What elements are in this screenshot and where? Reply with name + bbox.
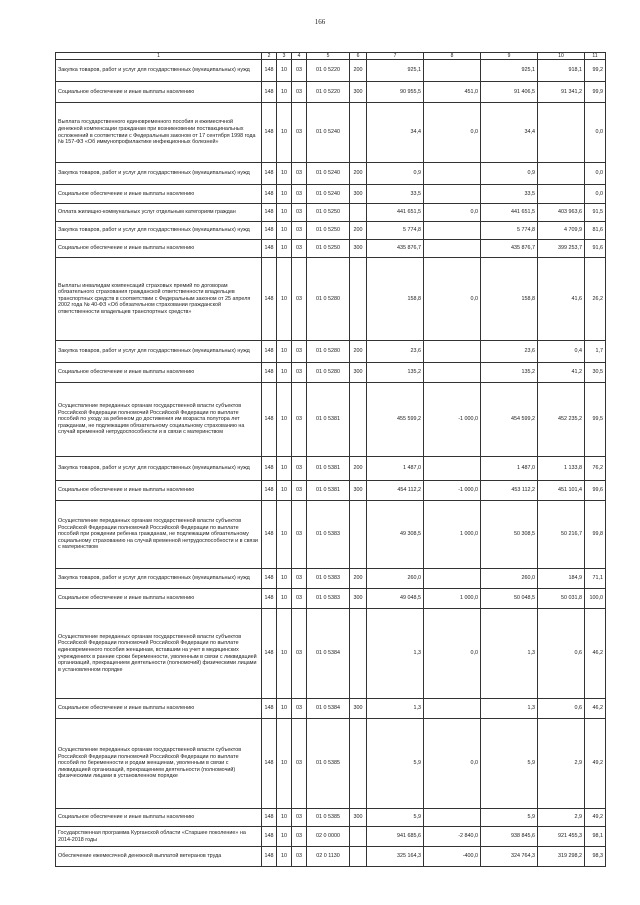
col-section: 10 [277, 719, 292, 809]
table-row [56, 341, 606, 363]
col-approved: 23,6 [367, 341, 424, 363]
col-refined: 23,6 [481, 341, 538, 363]
col-target-article: 01 0 5381 [307, 481, 350, 501]
col-executed: 918,1 [538, 60, 585, 82]
col-refined: 925,1 [481, 60, 538, 82]
col-expense-type: 300 [350, 809, 367, 827]
col-chapter: 148 [262, 185, 277, 204]
column-header-7: 7 [367, 53, 424, 60]
col-subsection: 03 [292, 609, 307, 699]
col-chapter: 148 [262, 719, 277, 809]
col-target-article: 01 0 5240 [307, 103, 350, 163]
col-refined: 5 774,8 [481, 222, 538, 240]
column-header-2: 2 [262, 53, 277, 60]
col-expense-type: 200 [350, 341, 367, 363]
col-subsection: 03 [292, 589, 307, 609]
col-executed: 399 253,7 [538, 240, 585, 258]
col-executed: 1 133,8 [538, 457, 585, 481]
col-approved: 1,3 [367, 699, 424, 719]
row-name: Закупка товаров, работ и услуг для государственных (муниципальных) нужд [56, 222, 262, 240]
col-change [424, 809, 481, 827]
col-change: 1 000,0 [424, 589, 481, 609]
row-name: Социальное обеспечение и иные выплаты населению [56, 481, 262, 501]
table-row [56, 589, 606, 609]
col-chapter: 148 [262, 222, 277, 240]
col-chapter: 148 [262, 501, 277, 569]
table-row [56, 719, 606, 809]
col-expense-type: 200 [350, 60, 367, 82]
col-expense-type: 300 [350, 185, 367, 204]
col-refined: 1 487,0 [481, 457, 538, 481]
row-name: Социальное обеспечение и иные выплаты населению [56, 809, 262, 827]
table-body [56, 60, 606, 867]
col-target-article: 01 0 5385 [307, 719, 350, 809]
col-percent: 0,0 [585, 103, 606, 163]
col-change: -400,0 [424, 847, 481, 867]
col-refined: 435 876,7 [481, 240, 538, 258]
col-change [424, 457, 481, 481]
col-chapter: 148 [262, 363, 277, 383]
col-target-article: 01 0 5240 [307, 185, 350, 204]
table-row [56, 163, 606, 185]
col-expense-type [350, 719, 367, 809]
table-row [56, 383, 606, 457]
table-row [56, 609, 606, 699]
col-percent: 100,0 [585, 589, 606, 609]
col-subsection: 03 [292, 457, 307, 481]
col-subsection: 03 [292, 809, 307, 827]
col-target-article: 01 0 5385 [307, 809, 350, 827]
col-subsection: 03 [292, 222, 307, 240]
col-refined: 50 308,5 [481, 501, 538, 569]
col-target-article: 02 0 1130 [307, 847, 350, 867]
table-row [56, 501, 606, 569]
col-change: -2 840,0 [424, 827, 481, 847]
col-section: 10 [277, 589, 292, 609]
table-row [56, 240, 606, 258]
col-change: -1 000,0 [424, 481, 481, 501]
col-percent: 99,2 [585, 60, 606, 82]
col-change [424, 185, 481, 204]
col-approved: 0,9 [367, 163, 424, 185]
col-subsection: 03 [292, 163, 307, 185]
table-row [56, 103, 606, 163]
row-name: Государственная программа Курганской области «Старшее поколение» на 2014-2018 годы [56, 827, 262, 847]
col-refined: 91 406,5 [481, 82, 538, 103]
col-section: 10 [277, 847, 292, 867]
table-row [56, 847, 606, 867]
table-row [56, 699, 606, 719]
col-subsection: 03 [292, 240, 307, 258]
row-name: Закупка товаров, работ и услуг для государственных (муниципальных) нужд [56, 457, 262, 481]
col-change [424, 240, 481, 258]
column-header-6: 6 [350, 53, 367, 60]
column-header-5: 5 [307, 53, 350, 60]
table-row [56, 363, 606, 383]
col-approved: 90 955,5 [367, 82, 424, 103]
col-chapter: 148 [262, 82, 277, 103]
column-header-4: 4 [292, 53, 307, 60]
col-expense-type [350, 204, 367, 222]
col-percent: 71,1 [585, 569, 606, 589]
col-target-article: 01 0 5280 [307, 258, 350, 341]
col-executed: 921 455,3 [538, 827, 585, 847]
row-name: Закупка товаров, работ и услуг для государственных (муниципальных) нужд [56, 163, 262, 185]
col-section: 10 [277, 383, 292, 457]
col-expense-type: 300 [350, 363, 367, 383]
col-change [424, 569, 481, 589]
col-refined: 33,5 [481, 185, 538, 204]
row-name: Выплаты инвалидам компенсаций страховых премий по договорам обязательного страхования гражданской ответственности владельцев транспортных средств в соответствии с Федеральным законом от 25 апреля 2002 года № 40-ФЗ «Об обязательном страховании гражданской ответственности владельцев транспортных средств» [56, 258, 262, 341]
col-approved: 49 048,5 [367, 589, 424, 609]
table-row [56, 569, 606, 589]
col-change: 451,0 [424, 82, 481, 103]
col-section: 10 [277, 240, 292, 258]
col-change [424, 699, 481, 719]
col-chapter: 148 [262, 258, 277, 341]
col-change [424, 163, 481, 185]
col-approved: 135,2 [367, 363, 424, 383]
col-refined: 324 764,3 [481, 847, 538, 867]
column-header-11: 11 [585, 53, 606, 60]
row-name: Социальное обеспечение и иные выплаты населению [56, 589, 262, 609]
col-subsection: 03 [292, 827, 307, 847]
col-refined: 50 048,5 [481, 589, 538, 609]
col-executed: 91 341,2 [538, 82, 585, 103]
col-target-article: 01 0 5240 [307, 163, 350, 185]
row-name: Выплата государственного единовременного пособия и ежемесячной денежной компенсации гражданам при возникновении поствакцинальных осложнений в соответствии с Федеральным законом от 17 сентября 1998 года № 157-ФЗ «Об иммунопрофилактике инфекционных болезней» [56, 103, 262, 163]
col-section: 10 [277, 827, 292, 847]
col-executed: 41,6 [538, 258, 585, 341]
col-chapter: 148 [262, 847, 277, 867]
col-approved: 5,9 [367, 809, 424, 827]
col-expense-type: 200 [350, 457, 367, 481]
col-subsection: 03 [292, 847, 307, 867]
col-approved: 5 774,8 [367, 222, 424, 240]
col-subsection: 03 [292, 60, 307, 82]
col-subsection: 03 [292, 719, 307, 809]
col-refined: 441 651,5 [481, 204, 538, 222]
col-percent: 98,1 [585, 827, 606, 847]
col-refined: 158,8 [481, 258, 538, 341]
col-refined: 938 845,6 [481, 827, 538, 847]
col-approved: 441 651,5 [367, 204, 424, 222]
col-section: 10 [277, 363, 292, 383]
budget-table [55, 52, 606, 867]
col-change: 0,0 [424, 103, 481, 163]
col-target-article: 01 0 5381 [307, 457, 350, 481]
col-expense-type [350, 847, 367, 867]
col-approved: 5,9 [367, 719, 424, 809]
col-subsection: 03 [292, 341, 307, 363]
col-executed: 319 298,2 [538, 847, 585, 867]
col-approved: 1,3 [367, 609, 424, 699]
col-section: 10 [277, 103, 292, 163]
col-target-article: 01 0 5384 [307, 609, 350, 699]
col-percent: 26,2 [585, 258, 606, 341]
table-row [56, 481, 606, 501]
col-refined: 454 599,2 [481, 383, 538, 457]
col-chapter: 148 [262, 341, 277, 363]
col-chapter: 148 [262, 204, 277, 222]
col-section: 10 [277, 501, 292, 569]
row-name: Закупка товаров, работ и услуг для государственных (муниципальных) нужд [56, 341, 262, 363]
column-header-8: 8 [424, 53, 481, 60]
col-executed: 2,9 [538, 809, 585, 827]
col-chapter: 148 [262, 383, 277, 457]
column-header-1: 1 [56, 53, 262, 60]
col-executed: 403 963,6 [538, 204, 585, 222]
col-refined: 5,9 [481, 719, 538, 809]
col-section: 10 [277, 82, 292, 103]
col-subsection: 03 [292, 363, 307, 383]
col-refined: 0,9 [481, 163, 538, 185]
col-percent: 49,2 [585, 719, 606, 809]
col-refined: 453 112,2 [481, 481, 538, 501]
col-change [424, 363, 481, 383]
col-section: 10 [277, 60, 292, 82]
col-executed [538, 163, 585, 185]
table-row [56, 60, 606, 82]
col-section: 10 [277, 569, 292, 589]
col-subsection: 03 [292, 82, 307, 103]
col-target-article: 01 0 5250 [307, 204, 350, 222]
col-expense-type: 300 [350, 481, 367, 501]
col-target-article: 02 0 0000 [307, 827, 350, 847]
col-approved: 33,5 [367, 185, 424, 204]
col-expense-type: 300 [350, 589, 367, 609]
col-refined: 135,2 [481, 363, 538, 383]
col-expense-type [350, 258, 367, 341]
col-change: 0,0 [424, 609, 481, 699]
col-executed: 0,4 [538, 341, 585, 363]
row-name: Социальное обеспечение и иные выплаты населению [56, 82, 262, 103]
col-percent: 1,7 [585, 341, 606, 363]
row-name: Социальное обеспечение и иные выплаты населению [56, 699, 262, 719]
col-subsection: 03 [292, 258, 307, 341]
col-subsection: 03 [292, 185, 307, 204]
col-target-article: 01 0 5383 [307, 501, 350, 569]
col-chapter: 148 [262, 827, 277, 847]
col-percent: 76,2 [585, 457, 606, 481]
col-section: 10 [277, 222, 292, 240]
col-percent: 99,5 [585, 383, 606, 457]
col-expense-type [350, 609, 367, 699]
col-approved: 941 685,6 [367, 827, 424, 847]
col-change: 0,0 [424, 258, 481, 341]
col-target-article: 01 0 5280 [307, 341, 350, 363]
col-section: 10 [277, 163, 292, 185]
col-executed: 0,6 [538, 699, 585, 719]
col-change [424, 60, 481, 82]
col-percent: 91,5 [585, 204, 606, 222]
col-target-article: 01 0 5383 [307, 569, 350, 589]
page-number: 166 [314, 18, 326, 26]
column-header-10: 10 [538, 53, 585, 60]
col-expense-type [350, 827, 367, 847]
col-target-article: 01 0 5250 [307, 240, 350, 258]
col-expense-type: 300 [350, 699, 367, 719]
col-expense-type: 200 [350, 222, 367, 240]
col-change: 0,0 [424, 719, 481, 809]
col-chapter: 148 [262, 569, 277, 589]
col-approved: 49 308,5 [367, 501, 424, 569]
table-row [56, 185, 606, 204]
col-section: 10 [277, 457, 292, 481]
col-refined: 1,3 [481, 699, 538, 719]
col-executed: 0,6 [538, 609, 585, 699]
table-row [56, 258, 606, 341]
col-section: 10 [277, 258, 292, 341]
col-executed: 41,2 [538, 363, 585, 383]
row-name: Осуществление переданных органам государственной власти субъектов Российской Федерации полномочий Российской Федерации по выплате пособий по уходу за ребенком до достижения им возраста полутора лет гражданам, не подлежащим обязательному социальному страхованию на случай временной нетрудоспособности и в связи с материнством [56, 383, 262, 457]
col-percent: 49,2 [585, 809, 606, 827]
col-target-article: 01 0 5250 [307, 222, 350, 240]
col-percent: 99,8 [585, 501, 606, 569]
col-refined: 1,3 [481, 609, 538, 699]
col-approved: 454 112,2 [367, 481, 424, 501]
column-header-3: 3 [277, 53, 292, 60]
col-subsection: 03 [292, 569, 307, 589]
row-name: Осуществление переданных органам государственной власти субъектов Российской Федерации полномочий Российской Федерации по выплате пособий по беременности и родам женщинам, уволенным в связи с ликвидацией организаций, прекращением деятельности (полномочий) физическими лицами в установленном порядке [56, 719, 262, 809]
col-executed: 50 031,8 [538, 589, 585, 609]
col-approved: 925,1 [367, 60, 424, 82]
col-section: 10 [277, 809, 292, 827]
col-percent: 46,2 [585, 609, 606, 699]
table-row [56, 82, 606, 103]
col-chapter: 148 [262, 103, 277, 163]
col-percent: 81,6 [585, 222, 606, 240]
col-expense-type: 300 [350, 240, 367, 258]
col-target-article: 01 0 5220 [307, 82, 350, 103]
col-approved: 260,0 [367, 569, 424, 589]
col-expense-type: 300 [350, 82, 367, 103]
col-executed: 50 216,7 [538, 501, 585, 569]
col-target-article: 01 0 5383 [307, 589, 350, 609]
col-subsection: 03 [292, 699, 307, 719]
col-change: -1 000,0 [424, 383, 481, 457]
col-chapter: 148 [262, 699, 277, 719]
col-executed: 184,9 [538, 569, 585, 589]
col-target-article: 01 0 5384 [307, 699, 350, 719]
col-change: 0,0 [424, 204, 481, 222]
row-name: Социальное обеспечение и иные выплаты населению [56, 185, 262, 204]
table-row [56, 204, 606, 222]
col-section: 10 [277, 609, 292, 699]
row-name: Закупка товаров, работ и услуг для государственных (муниципальных) нужд [56, 569, 262, 589]
col-approved: 435 876,7 [367, 240, 424, 258]
col-chapter: 148 [262, 481, 277, 501]
col-percent: 99,9 [585, 82, 606, 103]
col-target-article: 01 0 5280 [307, 363, 350, 383]
col-expense-type [350, 383, 367, 457]
col-expense-type [350, 103, 367, 163]
col-percent: 46,2 [585, 699, 606, 719]
col-percent: 0,0 [585, 185, 606, 204]
col-change: 1 000,0 [424, 501, 481, 569]
col-approved: 34,4 [367, 103, 424, 163]
col-chapter: 148 [262, 457, 277, 481]
col-chapter: 148 [262, 240, 277, 258]
col-refined: 5,9 [481, 809, 538, 827]
col-approved: 325 164,3 [367, 847, 424, 867]
col-executed [538, 103, 585, 163]
col-subsection: 03 [292, 103, 307, 163]
col-change [424, 222, 481, 240]
col-executed: 2,9 [538, 719, 585, 809]
row-name: Социальное обеспечение и иные выплаты населению [56, 363, 262, 383]
col-executed: 451 101,4 [538, 481, 585, 501]
col-target-article: 01 0 5381 [307, 383, 350, 457]
table-row [56, 809, 606, 827]
col-chapter: 148 [262, 609, 277, 699]
col-section: 10 [277, 185, 292, 204]
header-row [56, 53, 606, 60]
col-target-article: 01 0 5220 [307, 60, 350, 82]
row-name: Оплата жилищно-коммунальных услуг отдельным категориям граждан [56, 204, 262, 222]
col-chapter: 148 [262, 589, 277, 609]
col-subsection: 03 [292, 501, 307, 569]
col-expense-type: 200 [350, 569, 367, 589]
col-refined: 34,4 [481, 103, 538, 163]
col-subsection: 03 [292, 204, 307, 222]
table-row [56, 827, 606, 847]
col-approved: 1 487,0 [367, 457, 424, 481]
col-chapter: 148 [262, 60, 277, 82]
table-row [56, 457, 606, 481]
col-approved: 158,8 [367, 258, 424, 341]
col-executed [538, 185, 585, 204]
col-subsection: 03 [292, 481, 307, 501]
col-section: 10 [277, 481, 292, 501]
col-chapter: 148 [262, 163, 277, 185]
col-expense-type: 200 [350, 163, 367, 185]
col-chapter: 148 [262, 809, 277, 827]
col-percent: 30,5 [585, 363, 606, 383]
col-refined: 260,0 [481, 569, 538, 589]
col-subsection: 03 [292, 383, 307, 457]
row-name: Закупка товаров, работ и услуг для государственных (муниципальных) нужд [56, 60, 262, 82]
row-name: Осуществление переданных органам государственной власти субъектов Российской Федерации полномочий Российской Федерации по выплате единовременного пособия женщинам, вставшим на учет в медицинских учреждениях в ранние сроки беременности, уволенным в связи с ликвидацией организаций, прекращением деятельности (полномочий) физическими лицами в установленном порядке [56, 609, 262, 699]
col-executed: 4 709,9 [538, 222, 585, 240]
col-approved: 455 599,2 [367, 383, 424, 457]
col-expense-type [350, 501, 367, 569]
col-percent: 98,3 [585, 847, 606, 867]
col-percent: 99,6 [585, 481, 606, 501]
row-name: Социальное обеспечение и иные выплаты населению [56, 240, 262, 258]
col-percent: 91,6 [585, 240, 606, 258]
col-section: 10 [277, 699, 292, 719]
col-executed: 452 235,2 [538, 383, 585, 457]
table-row [56, 222, 606, 240]
col-percent: 0,0 [585, 163, 606, 185]
row-name: Осуществление переданных органам государственной власти субъектов Российской Федерации полномочий Российской Федерации по выплате пособий при рождении ребенка гражданам, не подлежащим обязательному социальному страхованию на случай временной нетрудоспособности и в связи с материнством [56, 501, 262, 569]
col-section: 10 [277, 204, 292, 222]
column-header-9: 9 [481, 53, 538, 60]
col-change [424, 341, 481, 363]
col-section: 10 [277, 341, 292, 363]
row-name: Обеспечение ежемесячной денежной выплатой ветеранов труда [56, 847, 262, 867]
